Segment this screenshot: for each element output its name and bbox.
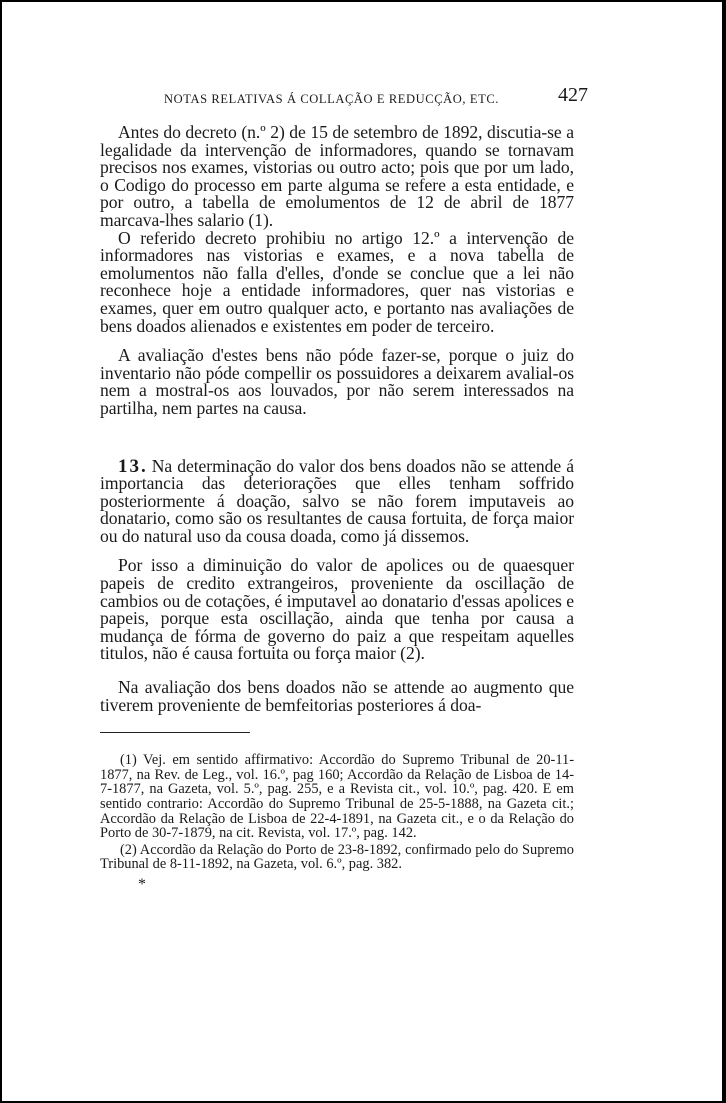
paragraph-3: A avaliação d'estes bens não póde fazer-se, porque o juiz do inventario não póde compellir os possuidores a deixarem avalial-os nem a mostral-os aos louvados, por não serem interessados na partilha, nem partes na causa. (100, 345, 574, 418)
section-number: 13. (118, 455, 148, 477)
section-13-paragraph-3: Na avaliação dos bens doados não se attende ao augmento que tiverem proveniente de bemfeitorias posteriores á doa- (100, 677, 574, 715)
book-page (100, 80, 588, 894)
scan-border-right (722, 0, 726, 1103)
page-number: 427 (558, 84, 588, 106)
running-header (100, 80, 588, 110)
footnote-2: (2) Accordão da Relação do Porto de 23-8-1892, confirmado pelo do Supremo Tribunal de 8-11-1892, na Gazeta, vol. 6.º, pag. 382. (100, 841, 574, 873)
paragraph-1: Antes do decreto (n.º 2) de 15 de setembro de 1892, discutia-se a legalidade da intervenção de informadores, quando se tornavam precisos nos exames, vistorias ou outro acto; pois que por um lado, o Codigo do processo em parte alguma se refere a esta entidade, e por outro, a tabella de emolumentos de 12 de abril de 1877 marcava-lhes salario (1). (100, 122, 574, 230)
section-13-paragraph-1 (100, 455, 574, 546)
signature-mark: * (138, 875, 146, 893)
section-13-paragraph-2: Por isso a diminuição do valor de apolices ou de quaesquer papeis de credito extrangeiros, proveniente da oscillação de cambios ou de cotações, é imputavel ao donatario d'essas apolices e papeis, porque esta oscillação, ainda que tenha por causa a mudança de fórma de governo do paiz a que respeitam aquelles titulos, não é causa fortuita ou força maior (2). (100, 555, 574, 664)
scan-border-left (0, 0, 2, 1103)
scan-border-top (0, 0, 726, 2)
paragraph-2: O referido decreto prohibiu no artigo 12.º a intervenção de informadores nas vistorias e exames, e a nova tabella de emolumentos não falla d'elles, d'onde se conclue que a lei não reconhece hoje a entidade informadores, quer nas vistorias e exames, quer em outro qualquer acto, e portanto nas avaliações de bens doados alienados e existentes em poder de terceiro. (100, 227, 574, 336)
footnotes (100, 753, 574, 872)
footnote-1: (1) Vej. em sentido affirmativo: Accordão do Supremo Tribunal de 20-11-1877, na Rev. de Leg., vol. 16.º, pag 160; Accordão da Relação de Lisboa de 14-7-1877, na Gazeta, vol. 5.º, pag. 255, e a Revista cit., vol. 10.º, pag. 420. E em sentido contrario: Accordão do Supremo Tribunal de 25-5-1888, na Gazeta cit.; Accordão da Relação de Lisboa de 22-4-1891, na Gazeta cit., e o da Relação do Porto de 30-7-1879, na cit. Revista, vol. 17.º, pag. 142. (100, 752, 574, 842)
footnote-rule (100, 732, 250, 733)
section-13-text: Na determinação do valor dos bens doados não se attende á importancia das deteriorações que elles tenham soffrido posteriormente á doação, salvo se não forem imputaveis ao donatario, como são os resultantes de causa fortuita, de força maior ou do natural uso da cousa doada, como já dissemos. (100, 455, 574, 546)
running-title: NOTAS RELATIVAS Á COLLAÇÃO E REDUCÇÃO, ETC. (164, 92, 499, 106)
